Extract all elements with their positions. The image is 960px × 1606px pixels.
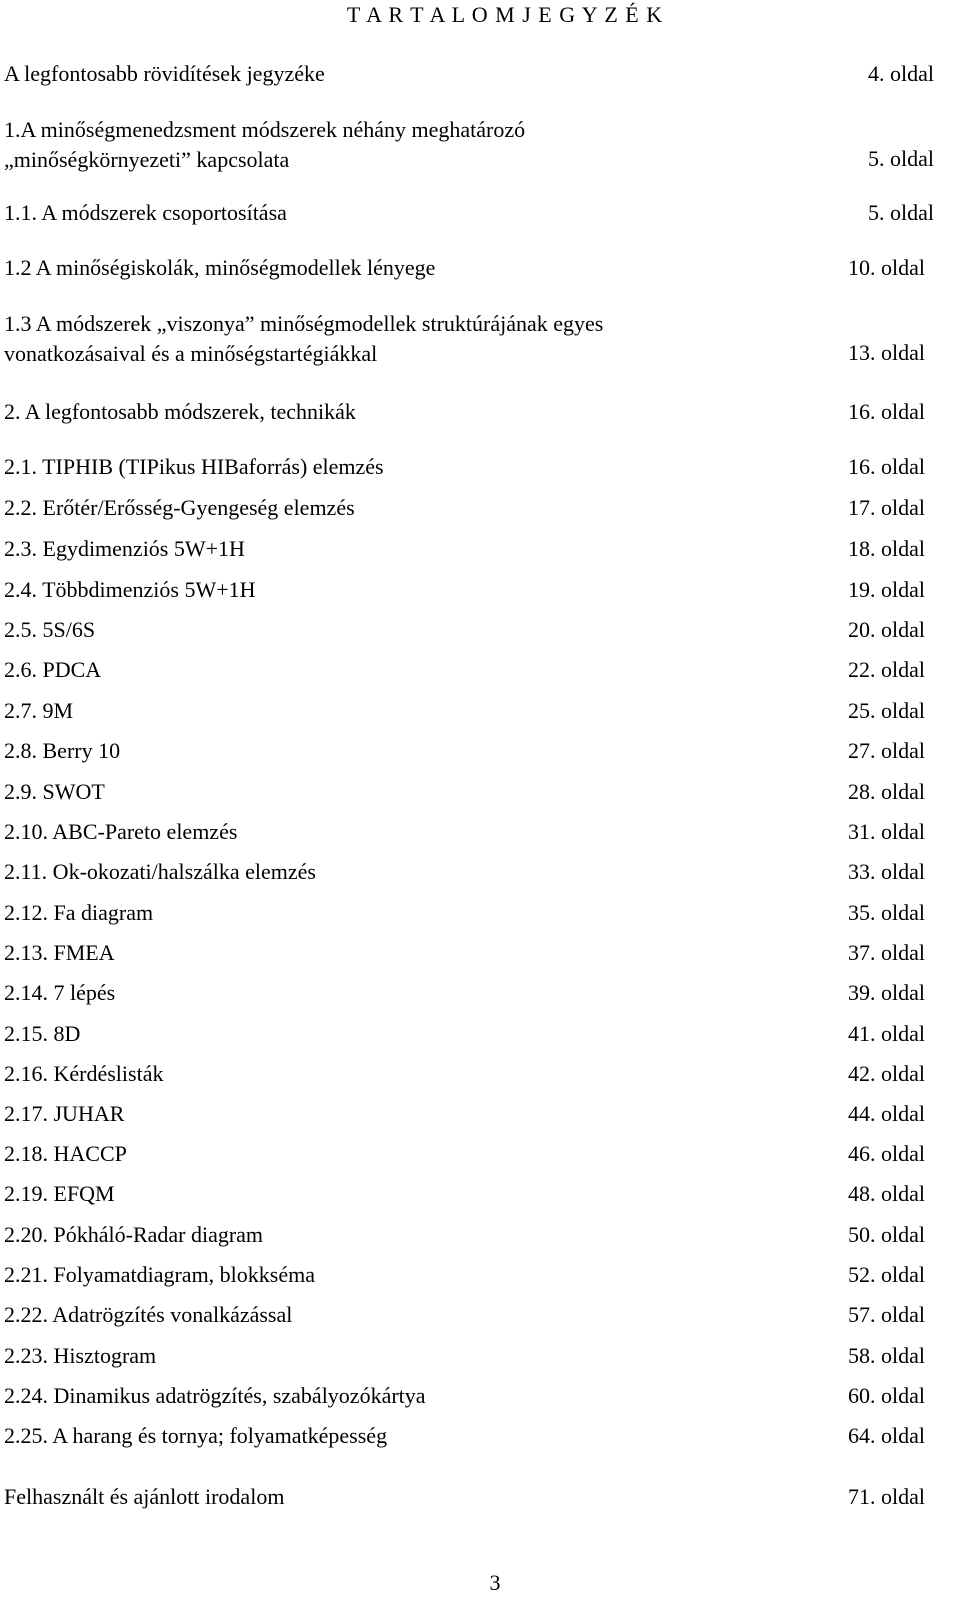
toc-entry-page: 13. oldal	[848, 340, 925, 365]
toc-entry-page: 44. oldal	[848, 1101, 925, 1126]
page-title: T A R T A L O M J E G Y Z É K	[346, 2, 664, 27]
toc-entry-label: 2.1. TIPHIB (TIPikus HIBaforrás) elemzés	[4, 454, 384, 479]
toc-entry-label	[4, 309, 603, 369]
toc-entry-page: 5. oldal	[868, 146, 934, 171]
toc-entry	[4, 858, 959, 886]
toc-entry-page: 58. oldal	[848, 1343, 925, 1368]
toc-entry-label: 2.16. Kérdéslisták	[4, 1061, 164, 1086]
toc-entry-page: 48. oldal	[848, 1181, 925, 1206]
toc-entry-label-line: „minőségkörnyezeti” kapcsolata	[4, 147, 290, 172]
toc-entry-label: 2. A legfontosabb módszerek, technikák	[4, 399, 356, 424]
toc-entry-page: 50. oldal	[848, 1222, 925, 1247]
toc-entry	[4, 1342, 959, 1370]
toc-entry	[4, 60, 959, 88]
toc-entry-label: 2.21. Folyamatdiagram, blokkséma	[4, 1262, 315, 1287]
toc-entry-label: 2.4. Többdimenziós 5W+1H	[4, 577, 256, 602]
toc-entry-label-line: 1.3 A módszerek „viszonya” minőségmodellek struktúrájának egyes	[4, 311, 604, 336]
toc-entry	[4, 1180, 959, 1208]
toc-entry-page: 33. oldal	[848, 859, 925, 884]
toc-entry-page: 4. oldal	[868, 61, 934, 86]
toc-entry	[4, 1221, 959, 1249]
page-number: 3	[489, 1570, 501, 1595]
toc-entry-label: 2.23. Hisztogram	[4, 1343, 157, 1368]
toc-entry-page: 28. oldal	[848, 779, 925, 804]
toc-entry-label: 2.20. Pókháló-Radar diagram	[4, 1222, 264, 1247]
toc-entry-label: 2.9. SWOT	[4, 779, 105, 804]
toc-entry-label: A legfontosabb rövidítések jegyzéke	[4, 61, 325, 86]
toc-entry	[4, 1301, 959, 1329]
toc-entry	[4, 818, 959, 846]
toc-entry-label-line: 1.A minőségmenedzsment módszerek néhány meghatározó	[4, 117, 526, 142]
toc-entry-page: 42. oldal	[848, 1061, 925, 1086]
toc-entry-page: 18. oldal	[848, 536, 925, 561]
toc-entry-label: 2.8. Berry 10	[4, 738, 121, 763]
toc-entry-label: 2.17. JUHAR	[4, 1101, 125, 1126]
toc-entry-label: 2.19. EFQM	[4, 1181, 115, 1206]
toc-entry-page: 64. oldal	[848, 1423, 925, 1448]
toc-entry-label: 2.3. Egydimenziós 5W+1H	[4, 536, 245, 561]
toc-entry	[4, 1422, 959, 1450]
toc-entry-page: 57. oldal	[848, 1302, 925, 1327]
toc-entry-label-line: vonatkozásaival és a minőségstartégiákkal	[4, 341, 378, 366]
toc-entry-page: 52. oldal	[848, 1262, 925, 1287]
toc-entry-page: 71. oldal	[848, 1484, 925, 1509]
toc-entry-label: 2.18. HACCP	[4, 1141, 127, 1166]
toc-entry	[4, 453, 959, 481]
toc-entry-page: 20. oldal	[848, 617, 925, 642]
toc-entry-label: 2.25. A harang és tornya; folyamatképesség	[4, 1423, 388, 1448]
toc-entry-page: 17. oldal	[848, 495, 925, 520]
toc-entry-label: 2.15. 8D	[4, 1021, 81, 1046]
toc-entry-page: 19. oldal	[848, 577, 925, 602]
toc-entry	[4, 1140, 959, 1168]
toc-entry	[4, 1060, 959, 1088]
toc-entry	[4, 1483, 959, 1511]
toc-entry-page: 60. oldal	[848, 1383, 925, 1408]
toc-entry	[4, 1261, 959, 1289]
toc-entry	[4, 737, 959, 765]
toc-entry-label: 2.6. PDCA	[4, 657, 102, 682]
toc-entry-label: 2.14. 7 lépés	[4, 980, 116, 1005]
toc-entry	[4, 979, 959, 1007]
toc-entry	[4, 1020, 959, 1048]
toc-entry	[4, 309, 959, 369]
toc-entry-page: 25. oldal	[848, 698, 925, 723]
toc-entry-label: 1.1. A módszerek csoportosítása	[4, 200, 287, 225]
toc-entry	[4, 1382, 959, 1410]
toc-entry	[4, 939, 959, 967]
toc-entry-page: 41. oldal	[848, 1021, 925, 1046]
toc-entry-page: 22. oldal	[848, 657, 925, 682]
toc-entry-label: 2.7. 9M	[4, 698, 74, 723]
toc-entry	[4, 115, 959, 175]
toc-entry-label: 2.24. Dinamikus adatrögzítés, szabályozókártya	[4, 1383, 426, 1408]
toc-entry-label: Felhasznált és ajánlott irodalom	[4, 1484, 285, 1509]
toc-entry-label: 1.2 A minőségiskolák, minőségmodellek lényege	[4, 255, 436, 280]
toc-entry	[4, 616, 959, 644]
toc-entry	[4, 899, 959, 927]
toc-entry-label: 2.5. 5S/6S	[4, 617, 96, 642]
toc-entry-label: 2.2. Erőtér/Erősség-Gyengeség elemzés	[4, 495, 355, 520]
toc-entry	[4, 1100, 959, 1128]
toc-entry-label: 2.11. Ok-okozati/halszálka elemzés	[4, 859, 316, 884]
toc-entry-label: 2.12. Fa diagram	[4, 900, 154, 925]
toc-entry-page: 31. oldal	[848, 819, 925, 844]
toc-entry-page: 37. oldal	[848, 940, 925, 965]
toc-entry	[4, 535, 959, 563]
toc-entry-page: 16. oldal	[848, 454, 925, 479]
toc-entry	[4, 398, 959, 426]
toc-entry-label: 2.22. Adatrögzítés vonalkázással	[4, 1302, 293, 1327]
toc-entry-page: 35. oldal	[848, 900, 925, 925]
toc-entry-page: 39. oldal	[848, 980, 925, 1005]
toc-entry	[4, 778, 959, 806]
toc-entry	[4, 494, 959, 522]
toc-entry-page: 46. oldal	[848, 1141, 925, 1166]
toc-entry-label: 2.10. ABC-Pareto elemzés	[4, 819, 238, 844]
toc-entry	[4, 697, 959, 725]
toc-entry-page: 16. oldal	[848, 399, 925, 424]
toc-entry-page: 10. oldal	[848, 255, 925, 280]
toc-entry-label	[4, 115, 525, 175]
toc-entry	[4, 576, 959, 604]
toc-entry	[4, 199, 959, 227]
toc-entry-page: 5. oldal	[868, 200, 934, 225]
toc-entry-label: 2.13. FMEA	[4, 940, 115, 965]
toc-entry-page: 27. oldal	[848, 738, 925, 763]
toc-entry	[4, 656, 959, 684]
toc-entry	[4, 254, 959, 282]
